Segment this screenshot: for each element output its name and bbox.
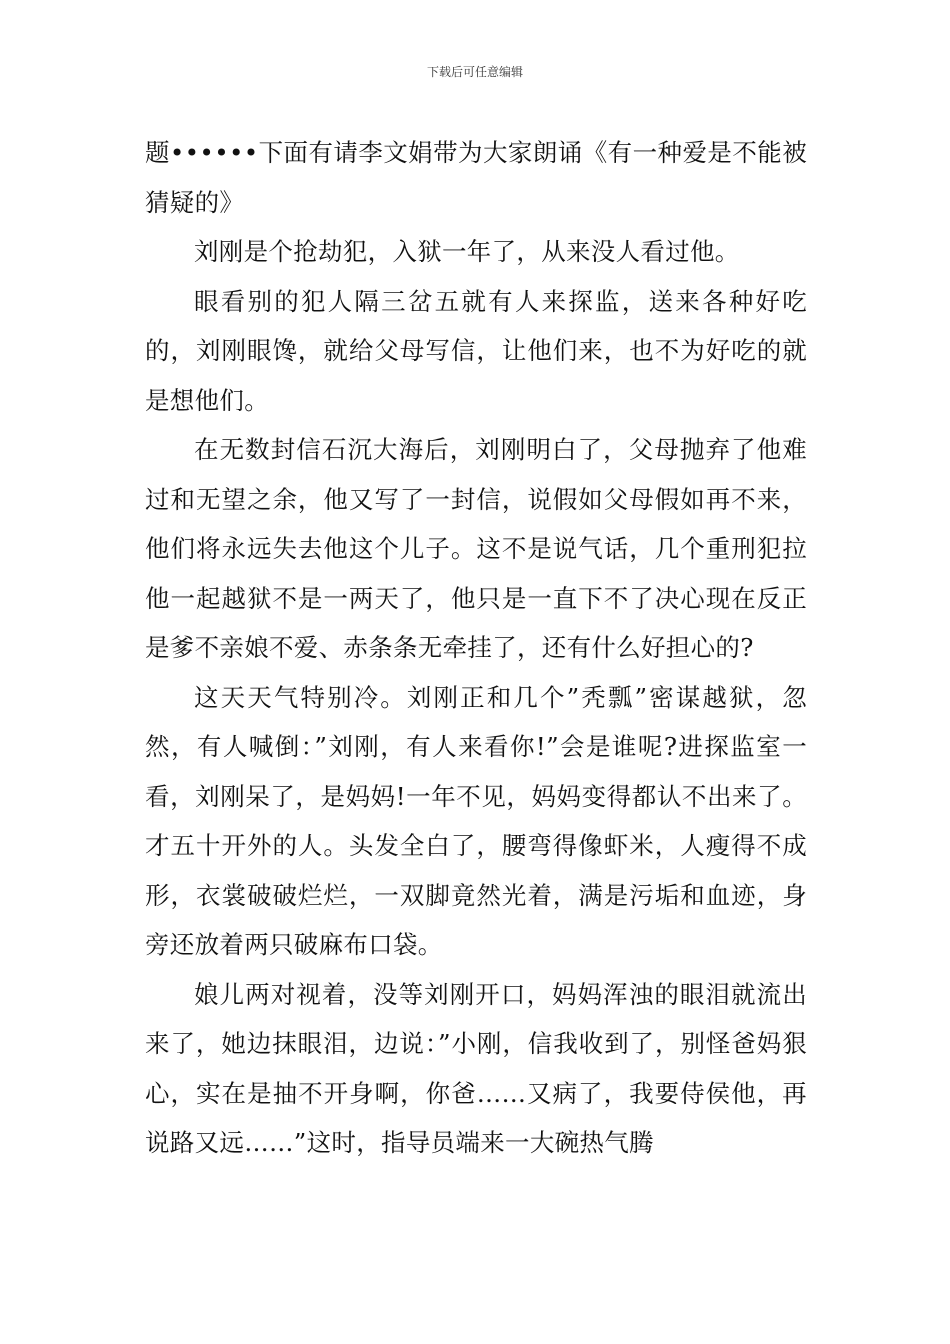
paragraph-4: 这天天气特别冷。刘刚正和几个”秃瓢”密谋越狱，忽然，有人喊倒：”刘刚，有人来看你!”会是谁呢?进探监室一看，刘刚呆了，是妈妈!一年不见，妈妈变得都认不出来了。才五十开外的人。头发全白了，腰弯得像虾米，人瘦得不成形，衣裳破破烂烂，一双脚竟然光着，满是污垢和血迹，身旁还放着两只破麻布口袋。 [145,682,807,959]
paragraph-1: 刘刚是个抢劫犯，入狱一年了，从来没人看过他。 [194,237,740,266]
document-body [145,128,807,1168]
page-header: 下载后可任意编辑 [426,65,523,79]
paragraph-2: 眼看别的犯人隔三岔五就有人来探监，送来各种好吃的，刘刚眼馋，就给父母写信，让他们来，也不为好吃的就是想他们。 [145,286,807,415]
paragraph-intro: 题••••••下面有请李文娟带为大家朗诵《有一种爱是不能被猜疑的》 [145,138,807,217]
paragraph-3: 在无数封信石沉大海后，刘刚明白了，父母抛弃了他难过和无望之余，他又写了一封信，说假如父母假如再不来，他们将永远失去他这个儿子。这不是说气话，几个重刑犯拉他一起越狱不是一两天了，他只是一直下不了决心现在反正是爹不亲娘不爱、赤条条无牵挂了，还有什么好担心的? [145,435,807,662]
paragraph-5: 娘儿两对视着，没等刘刚开口，妈妈浑浊的眼泪就流出来了，她边抹眼泪，边说：”小刚，信我收到了，别怪爸妈狠心，实在是抽不开身啊，你爸……又病了，我要侍侯他，再说路又远……”这时，指导员端来一大碗热气腾 [145,979,807,1157]
